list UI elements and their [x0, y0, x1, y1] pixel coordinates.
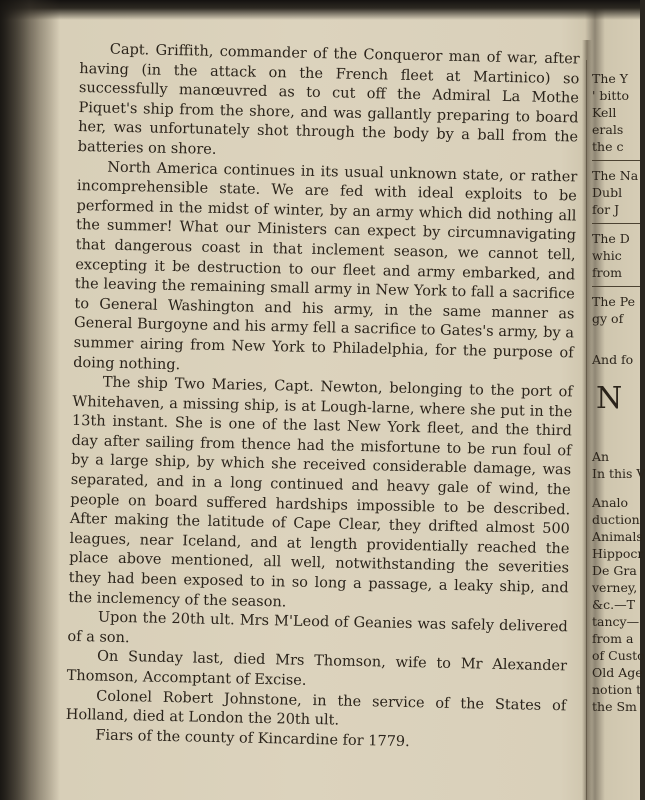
- right-line: The Na: [592, 168, 639, 183]
- right-line: The D: [592, 231, 630, 246]
- right-column-fragment: [592, 70, 645, 715]
- right-line: whic: [592, 248, 622, 263]
- right-line: verney,: [592, 580, 638, 595]
- paragraph-fiars: Fiars of the county of Kincardine for 1779.: [95, 727, 410, 750]
- paragraph-thomson: On Sunday last, died Mrs Thomson, wife to Mr Alexander Thomson, Accomptant of Excise.: [66, 648, 568, 689]
- right-separator: [592, 160, 640, 161]
- right-line: from a: [592, 631, 634, 646]
- right-line: the c: [592, 139, 624, 154]
- right-line: for J: [592, 202, 620, 217]
- right-line: Animals: [592, 529, 643, 544]
- right-line: gy of: [592, 311, 624, 326]
- right-line: Dubl: [592, 185, 623, 200]
- right-line: Hippocr: [592, 546, 644, 561]
- paragraph-north-america: North America continues in its usual unknown state, or rather incomprehensible state. We are fed with ideal exploits to be performed in the midst of winter, by an army which did nothing all the summer! What our Ministers can expect by circumnavigating that dangerous coast in that inclement season, we cannot tell, excepting it be destruction to our fleet and army embarked, and the leaving the remaining small army in New York to fall a sacrifice to General Washington and his army, in the same manner as General Burgoyne and his army fell a sacrifice to Gates's army, by a summer airing from New York to Philadelphia, for the purpose of doing nothing.: [73, 159, 578, 373]
- right-line: &c.—T: [592, 597, 635, 612]
- right-line: tancy—: [592, 614, 640, 629]
- paragraph-two-maries: The ship Two Maries, Capt. Newton, belonging to the port of Whitehaven, a missing ship, is at Lough-larne, where she put in the 13th instant. She is one of the last New York fleet, and the third day after sailing from thence had the misfortune to be run foul of by a large ship, by which she received considerable damage, was separated, and in a long continued and heavy gale of wind, the people on board suffered hardships impossible to be described. After making the latitude of Cape Clear, they drifted almost 500 leagues, near Iceland, and at length providentially reached the place above mentioned, all well, notwithstanding the severities they had been exposed to in so long a passage, a leaky ship, and the inclemency of the season.: [68, 374, 573, 611]
- right-line: duction: [592, 512, 640, 527]
- right-line: And fo: [592, 352, 634, 367]
- column-gutter: [582, 40, 592, 800]
- column-rule: [586, 60, 587, 800]
- right-separator: [592, 223, 640, 224]
- right-line: the Sm: [592, 699, 637, 714]
- right-line: Kell: [592, 105, 617, 120]
- right-line: Analo: [592, 495, 629, 510]
- right-line: from: [592, 265, 622, 280]
- main-article-column: [65, 40, 580, 756]
- right-line: The Pe: [592, 294, 636, 309]
- paragraph-griffith: Capt. Griffith, commander of the Conqueror man of war, after having (in the attack on the French fleet at Martinico) so successfully manœuvred as to cut off the Admiral La Mothe Piquet's ship from the shore, and was gallantly preparing to board her, was unfortunately shot through the body by a ball from the batteries on shore.: [77, 41, 580, 158]
- right-line: An: [592, 449, 610, 464]
- right-line: Old Age: [592, 665, 643, 680]
- right-line: notion t: [592, 682, 642, 697]
- right-line: ' bitto: [592, 88, 629, 103]
- top-shadow: [0, 0, 640, 20]
- spine-shadow: [0, 0, 60, 800]
- right-line: The Y: [592, 71, 629, 86]
- paragraph-johnstone: Colonel Robert Johnstone, in the service of the States of Holland, died at London the 20th ult.: [65, 688, 567, 729]
- right-line: De Gra: [592, 563, 637, 578]
- right-heading-letter: N: [596, 381, 623, 416]
- right-line: In this V: [592, 466, 645, 481]
- right-line: erals: [592, 122, 624, 137]
- right-separator: [592, 286, 640, 287]
- right-line: of Custo: [592, 648, 645, 663]
- paragraph-mleod: Upon the 20th ult. Mrs M'Leod of Geanies was safely delivered of a son.: [67, 609, 568, 646]
